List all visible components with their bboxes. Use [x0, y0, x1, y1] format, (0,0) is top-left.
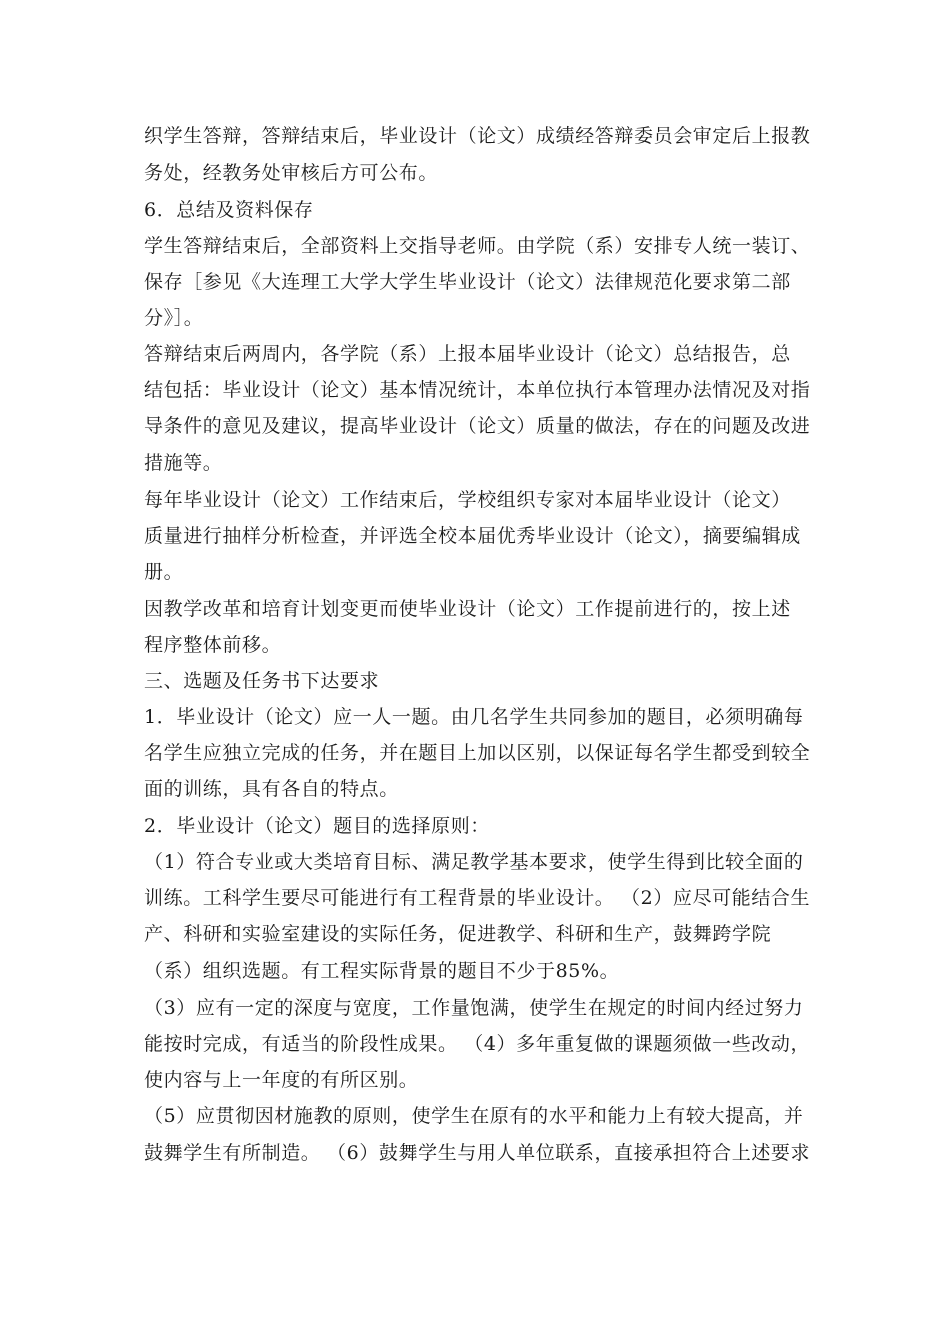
text-line: 鼓舞学生有所制造。 （6）鼓舞学生与用人单位联系，直接承担符合上述要求: [144, 1142, 811, 1164]
text-line: 册。: [144, 561, 184, 583]
text-line: 分》］。: [144, 307, 204, 329]
text-line: 保存［参见《大连理工大学大学生毕业设计（论文）法律规范化要求第二部: [144, 271, 791, 293]
text-line: 导条件的意见及建议，提高毕业设计（论文）质量的做法，存在的问题及改进: [144, 415, 811, 437]
section-heading: 三、选题及任务书下达要求: [144, 670, 380, 692]
text-line: 产、科研和实验室建设的实际任务，促进教学、科研和生产，鼓舞跨学院: [144, 923, 772, 945]
text-line: （1）符合专业或大类培育目标、满足教学基本要求，使学生得到比较全面的: [144, 851, 804, 873]
text-line: 织学生答辩，答辩结束后，毕业设计（论文）成绩经答辩委员会审定后上报教: [144, 125, 811, 147]
text-line: 措施等。: [144, 452, 223, 474]
text-line: 每年毕业设计（论文）工作结束后，学校组织专家对本届毕业设计（论文）: [144, 489, 791, 511]
text-line: （3）应有一定的深度与宽度，工作量饱满，使学生在规定的时间内经过努力: [144, 997, 804, 1019]
text-line: （系）组织选题。有工程实际背景的题目不少于85%。: [144, 960, 620, 982]
text-line: 答辩结束后两周内，各学院（系）上报本届毕业设计（论文）总结报告，总: [144, 343, 791, 365]
section-heading: 6．总结及资料保存: [144, 199, 314, 221]
text-line: 学生答辩结束后，全部资料上交指导老师。由学院（系）安排专人统一装订、: [144, 235, 811, 257]
text-line: 2．毕业设计（论文）题目的选择原则：: [144, 815, 490, 837]
text-line: 务处，经教务处审核后方可公布。: [144, 162, 439, 184]
text-line: 1．毕业设计（论文）应一人一题。由几名学生共同参加的题目，必须明确每: [144, 706, 804, 728]
text-line: 名学生应独立完成的任务，并在题目上加以区别，以保证每名学生都受到较全: [144, 742, 811, 764]
text-line: 使内容与上一年度的有所区别。: [144, 1069, 419, 1091]
text-line: 因教学改革和培育计划变更而使毕业设计（论文）工作提前进行的，按上述: [144, 598, 791, 620]
text-line: （5）应贯彻因材施教的原则，使学生在原有的水平和能力上有较大提高，并: [144, 1105, 804, 1127]
text-line: 面的训练，具有各自的特点。: [144, 778, 399, 800]
text-line: 程序整体前移。: [144, 634, 282, 656]
text-line: 训练。工科学生要尽可能进行有工程背景的毕业设计。 （2）应尽可能结合生: [144, 887, 811, 909]
text-line: 结包括：毕业设计（论文）基本情况统计，本单位执行本管理办法情况及对指: [144, 379, 811, 401]
text-line: 质量进行抽样分析检查，并评选全校本届优秀毕业设计（论文），摘要编辑成: [144, 525, 801, 547]
text-line: 能按时完成，有适当的阶段性成果。 （4）多年重复做的课题须做一些改动，: [144, 1033, 811, 1055]
